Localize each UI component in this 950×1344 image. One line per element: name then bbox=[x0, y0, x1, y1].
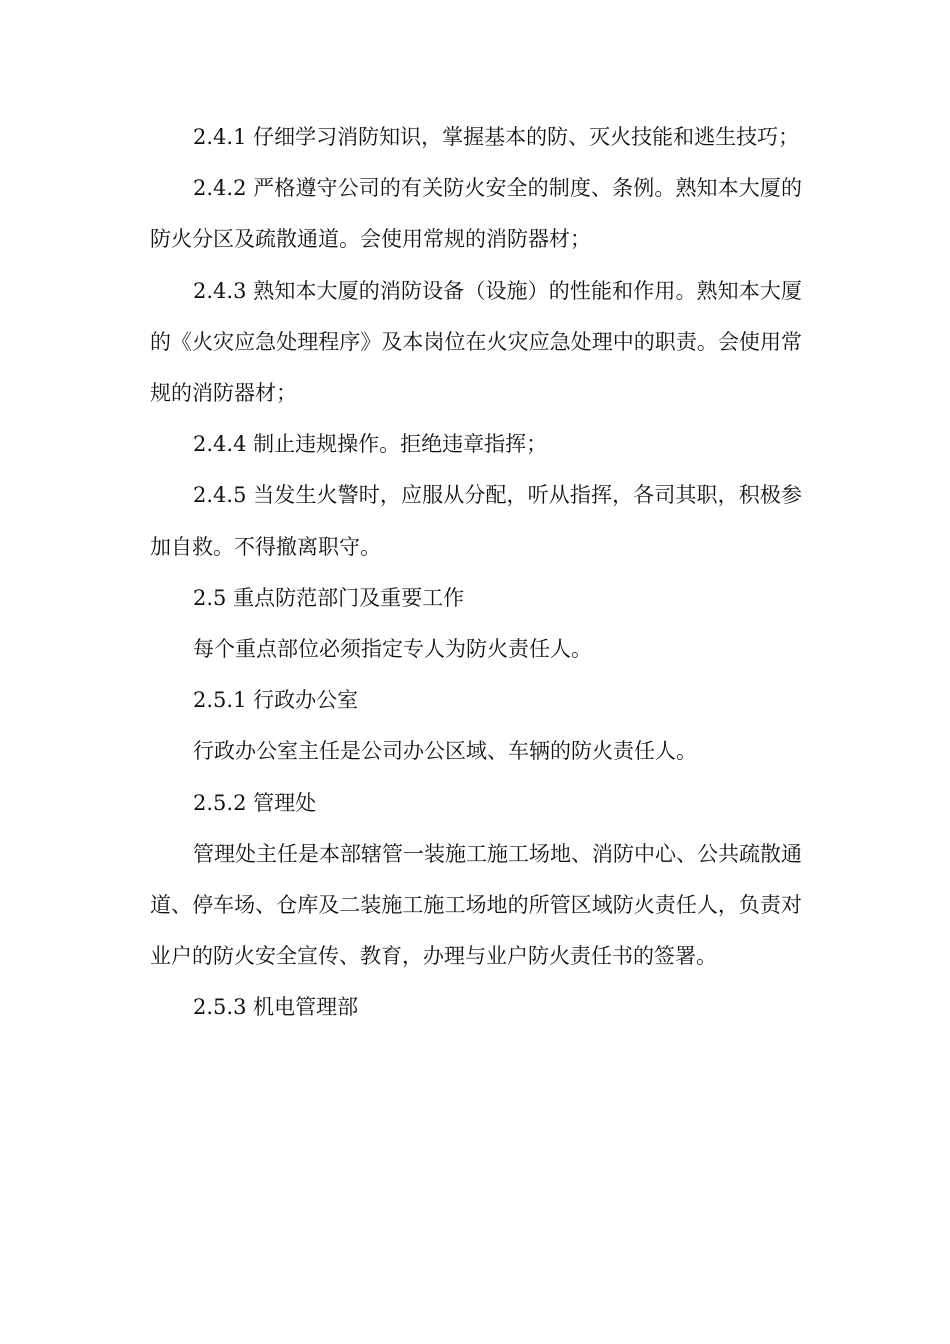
subheading-2-5-2: 2.5.2 管理处 bbox=[193, 790, 317, 815]
subheading-2-5-1: 2.5.1 行政办公室 bbox=[193, 688, 359, 713]
paragraph-2-5-2: 管理处主任是本部辖管一装施工施工场地、消防中心、公共疏散通道、停车场、仓库及二装施工施工场地的所管区域防火责任人，负责对业户的防火安全宣传、教育，办理与业户防火责任书的签署。 bbox=[150, 841, 802, 969]
paragraph-2-4-4: 2.4.4 制止违规操作。拒绝违章指挥； bbox=[193, 432, 548, 457]
paragraph-2-5-1: 行政办公室主任是公司办公区域、车辆的防火责任人。 bbox=[193, 739, 697, 764]
paragraph-2-5-intro: 每个重点部位必须指定专人为防火责任人。 bbox=[193, 637, 592, 662]
section-heading-2-5: 2.5 重点防范部门及重要工作 bbox=[193, 585, 465, 610]
paragraph-2-4-2: 2.4.2 严格遵守公司的有关防火安全的制度、条例。熟知本大厦的防火分区及疏散通道。会使用常规的消防器材； bbox=[150, 176, 802, 252]
paragraph-2-4-5: 2.4.5 当发生火警时，应服从分配，听从指挥，各司其职，积极参加自救。不得撤离职守。 bbox=[150, 483, 802, 559]
subheading-2-5-3: 2.5.3 机电管理部 bbox=[193, 995, 359, 1020]
document-body bbox=[150, 112, 802, 1034]
paragraph-2-4-3: 2.4.3 熟知本大厦的消防设备（设施）的性能和作用。熟知本大厦的《火灾应急处理程序》及本岗位在火灾应急处理中的职责。会使用常规的消防器材； bbox=[150, 278, 802, 406]
paragraph-2-4-1: 2.4.1 仔细学习消防知识，掌握基本的防、灭火技能和逃生技巧； bbox=[193, 125, 800, 149]
